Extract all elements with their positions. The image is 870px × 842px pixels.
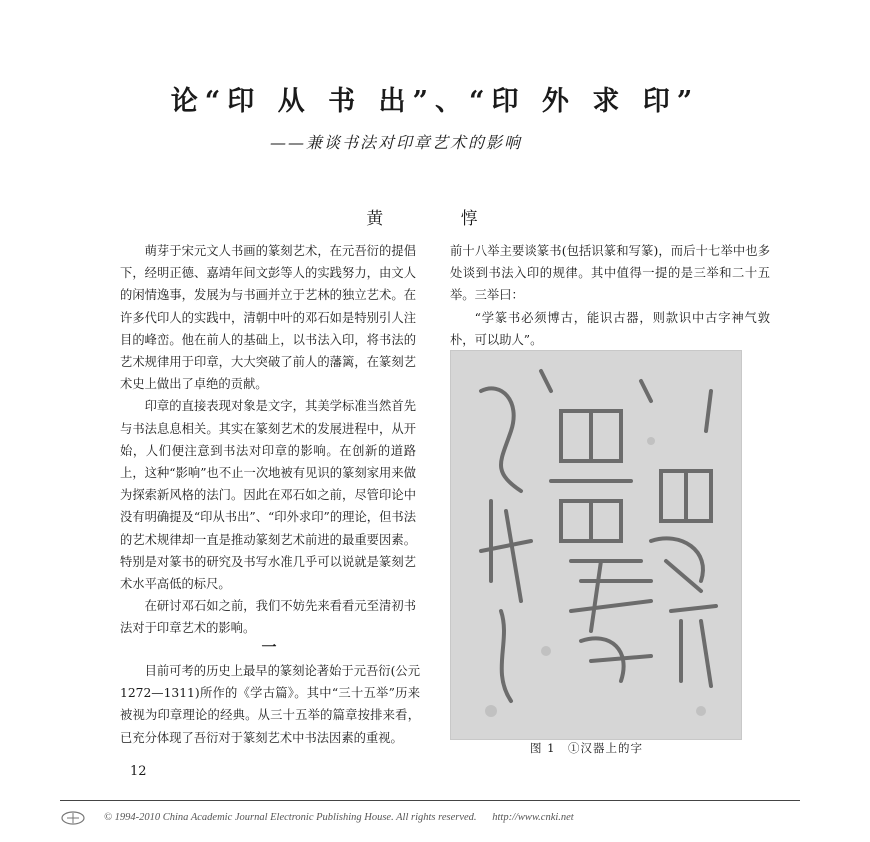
copyright-text: © 1994-2010 China Academic Journal Electronic Publishing House. All rights reserved. xyxy=(104,812,477,823)
quotation: “学篆书必须博古，能识古器，则款识中古字神气敦朴，可以助人”。 xyxy=(450,310,770,347)
article-title: 论“印 从 书 出”、“印 外 求 印” xyxy=(170,86,700,117)
cnki-logo-icon xyxy=(60,810,86,826)
section-number: 一 xyxy=(261,638,277,656)
figure-image-han-inscription xyxy=(450,350,742,740)
left-column-section-one xyxy=(120,660,420,749)
article-author: 黄 惇 xyxy=(366,209,514,229)
figure-caption: 图 1 ①汉器上的字 xyxy=(530,741,643,755)
paragraph: 印章的直接表现对象是文字，其美学标准当然首先与书法息息相关。其实在篆刻艺术的发展进程中，从开始，人们便注意到书法对印章的影响。在创新的道路上，这种“影响”也不止一次地被有见识的篆刻家用来做为探索新风格的法门。因此在邓石如之前，尽管印论中没有明确提及“印从书出”、“印外求印”的理论，但书法的艺术规律却一直是推动篆刻艺术前进的最重要因素。特别是对篆书的研究及书写水准几乎可以说就是篆刻艺术水平高低的标尺。 xyxy=(120,399,416,592)
page-number: 12 xyxy=(130,764,147,779)
footer-url-link[interactable]: http://www.cnki.net xyxy=(492,812,574,823)
article-subtitle: ——兼谈书法对印章艺术的影响 xyxy=(270,133,523,152)
inscription-rubbing-image xyxy=(451,351,741,739)
paragraph: 目前可考的历史上最早的篆刻论著始于元吾衍(公元1272—1311)所作的《学古篇》。其中“三十五举”历来被视为印章理论的经典。从三十五举的篇章按排来看，已充分体现了吾衍对于篆刻艺术中书法因素的重视。 xyxy=(120,664,420,745)
copyright-footer xyxy=(104,812,784,823)
paragraph: 前十八举主要谈篆书(包括识篆和写篆)，而后十七举中也多处谈到书法入印的规律。其中值得一提的是三举和二十五举。三举曰： xyxy=(450,244,770,303)
paragraph: 萌芽于宋元文人书画的篆刻艺术，在元吾衍的提倡下，经明正德、嘉靖年间文彭等人的实践努力，由文人的闲情逸事，发展为与书画并立于艺林的独立艺术。在许多代印人的实践中，清朝中叶的邓石如是特别引人注目的峰峦。他在前人的基础上，以书法入印，将书法的艺术规律用于印章，大大突破了前人的藩篱，在篆刻艺术史上做出了卓绝的贡献。 xyxy=(120,244,416,392)
paragraph: 在研讨邓石如之前，我们不妨先来看看元至清初书法对于印章艺术的影响。 xyxy=(120,599,416,636)
footer-divider xyxy=(60,800,800,801)
left-column xyxy=(120,240,416,640)
